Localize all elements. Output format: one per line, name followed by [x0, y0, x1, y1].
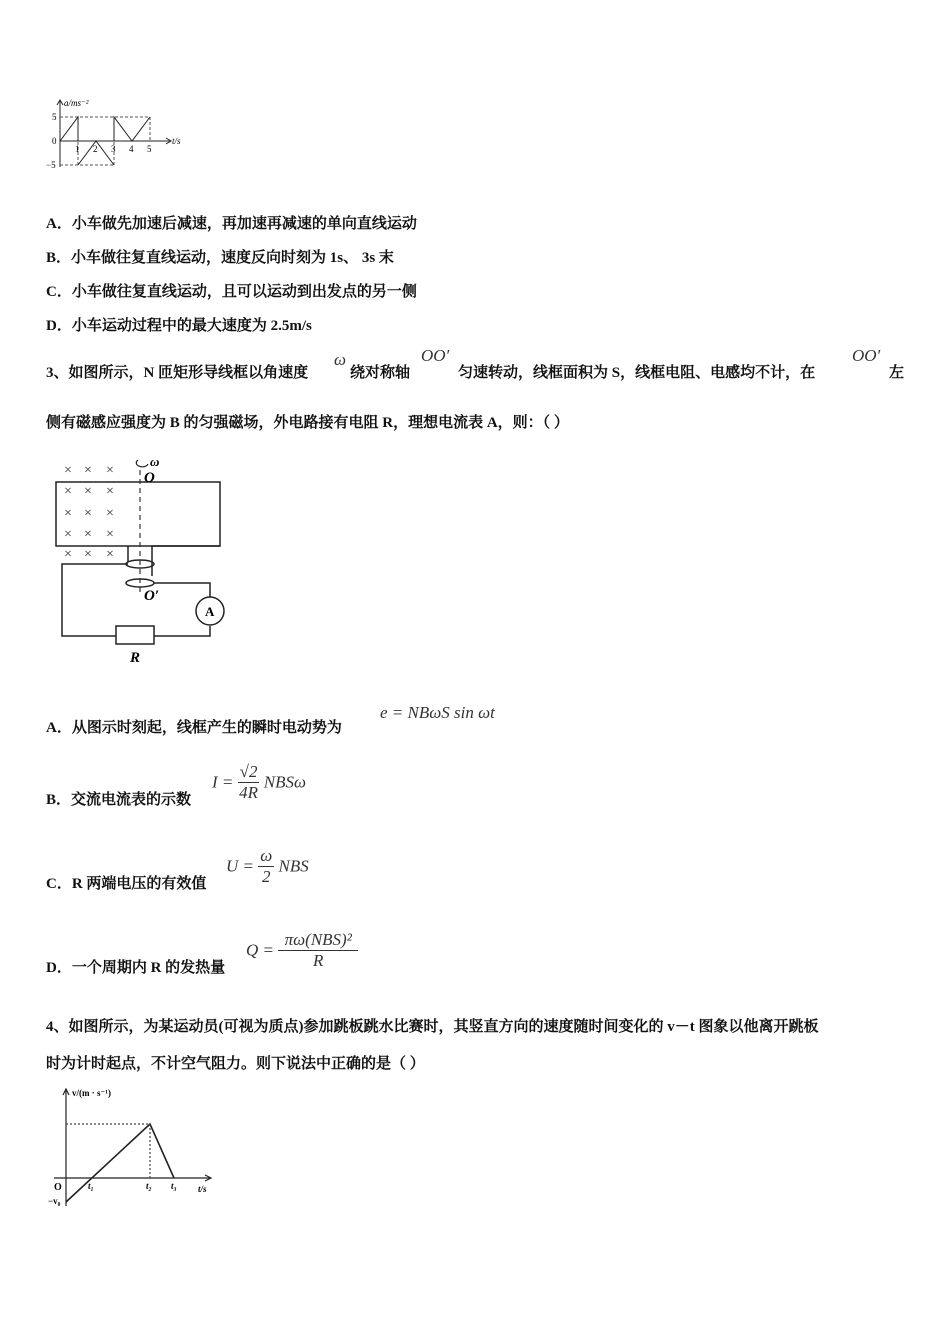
t1-label: t₁	[88, 1181, 94, 1191]
q3-stem-part-2: 绕对称轴	[350, 365, 411, 381]
q2-option-a: A．小车做先加速后减速，再加速再减速的单向直线运动	[46, 216, 417, 232]
resistor-r	[116, 626, 154, 644]
svg-text:×: ×	[84, 506, 92, 521]
t-axis-label: t/s	[198, 1184, 207, 1194]
t3-label: t₃	[171, 1181, 177, 1191]
formula-b-lhs: I =	[212, 772, 234, 792]
axis-top-label: O	[144, 470, 155, 486]
q3-option-b-text: B．交流电流表的示数	[46, 792, 192, 808]
velocity-time-graph	[44, 1082, 224, 1212]
external-wire-bottom	[154, 626, 210, 636]
curve-segment-1	[60, 117, 78, 141]
q4-stem-line-2: 时为计时起点，不计空气阻力。则下说法中正确的是（ ）	[46, 1056, 425, 1072]
q2-option-b: B．小车做往复直线运动，速度反向时刻为 1s、 3s 末	[46, 250, 394, 266]
formula-d-fraction	[278, 930, 358, 971]
svg-text:×: ×	[64, 463, 72, 478]
svg-text:×: ×	[106, 527, 114, 542]
y-tick-5: 5	[52, 112, 57, 122]
x-axis-label: t/s	[172, 136, 181, 146]
formula-b-denominator: 4R	[239, 783, 258, 802]
q2-option-d: D．小车运动过程中的最大速度为 2.5m/s	[46, 318, 312, 334]
coil-lead-right	[152, 546, 220, 576]
formula-c-fraction	[258, 846, 274, 887]
q3-option-c-text: C．R 两端电压的有效值	[46, 876, 207, 892]
q3-option-d-formula	[246, 930, 358, 971]
x-tick-5: 5	[147, 144, 152, 154]
q3-axis-symbol-2: OO′	[852, 346, 881, 365]
y-tick-neg5: −5	[46, 160, 56, 170]
ammeter-label: A	[205, 604, 215, 619]
x-tick-1: 1	[75, 144, 80, 154]
formula-c-rhs: NBS	[278, 856, 309, 876]
formula-d-numerator: πω(NBS)²	[278, 930, 358, 951]
x-tick-2: 2	[93, 144, 98, 154]
v-axis-label: v/(m · s⁻¹)	[72, 1088, 111, 1098]
svg-text:×: ×	[64, 527, 72, 542]
svg-text:×: ×	[64, 547, 72, 562]
q3-option-c-formula	[226, 846, 309, 887]
external-wire-right	[154, 583, 210, 597]
formula-b-numerator: √2	[239, 762, 258, 781]
magnetic-field-crosses	[64, 463, 114, 562]
resistor-label: R	[130, 650, 141, 666]
axis-bottom-label: O′	[144, 588, 160, 604]
rotating-coil-circuit-figure	[44, 452, 244, 672]
omega-label: ω	[150, 454, 160, 469]
q3-axis-symbol: OO′	[421, 346, 450, 365]
q3-option-a-formula: e = NBωS sin ωt	[380, 703, 495, 722]
rectangular-coil	[56, 482, 220, 546]
svg-text:×: ×	[64, 484, 72, 499]
formula-c-lhs: U =	[226, 856, 254, 876]
x-tick-4: 4	[129, 144, 134, 154]
q3-stem-line-2: 侧有磁感应强度为 B 的匀强磁场，外电路接有电阻 R，理想电流表 A，则：（ ）	[46, 415, 569, 431]
svg-text:×: ×	[64, 506, 72, 521]
neg-v0-label: −v₀	[48, 1196, 61, 1206]
q3-option-b-formula	[212, 762, 306, 803]
y-axis-label: a/ms⁻²	[64, 98, 89, 108]
q3-stem-part-3: 匀速转动，线框面积为 S，线框电阻、电感均不计，在	[458, 365, 816, 381]
origin-label: O	[54, 1182, 62, 1193]
q2-option-c: C．小车做往复直线运动，且可以运动到出发点的另一侧	[46, 284, 417, 300]
q3-stem-part-4: 左	[889, 365, 905, 381]
q3-option-a-text: A．从图示时刻起，线框产生的瞬时电动势为	[46, 720, 342, 736]
svg-text:×: ×	[106, 463, 114, 478]
q4-stem-line-1: 4、如图所示，为某运动员(可视为质点)参加跳板跳水比赛时，其竖直方向的速度随时间变化的 v－t 图象以他离开跳板	[46, 1019, 819, 1035]
svg-text:×: ×	[106, 506, 114, 521]
formula-b-fraction	[238, 762, 260, 803]
q3-omega-symbol: ω	[334, 350, 347, 369]
svg-text:×: ×	[106, 484, 114, 499]
svg-text:×: ×	[84, 547, 92, 562]
q3-stem-part-1: 3、如图所示，N 匝矩形导线框以角速度	[46, 365, 309, 381]
svg-text:×: ×	[84, 527, 92, 542]
formula-c-denominator: 2	[262, 867, 271, 886]
t2-label: t₂	[146, 1181, 152, 1191]
y-tick-0: 0	[52, 136, 57, 146]
velocity-line	[66, 1124, 174, 1202]
svg-text:×: ×	[106, 547, 114, 562]
curve-segment-3	[114, 117, 150, 141]
x-tick-3: 3	[111, 144, 116, 154]
rotation-arrow-icon	[136, 460, 148, 467]
formula-d-denominator: R	[313, 951, 324, 970]
svg-text:×: ×	[84, 484, 92, 499]
external-wire-left	[62, 564, 128, 636]
svg-text:×: ×	[84, 463, 92, 478]
acceleration-time-graph	[44, 95, 184, 175]
formula-d-lhs: Q =	[246, 940, 274, 960]
formula-b-rhs: NBSω	[263, 772, 306, 792]
formula-c-numerator: ω	[260, 846, 273, 865]
q3-option-d-text: D．一个周期内 R 的发热量	[46, 960, 226, 976]
